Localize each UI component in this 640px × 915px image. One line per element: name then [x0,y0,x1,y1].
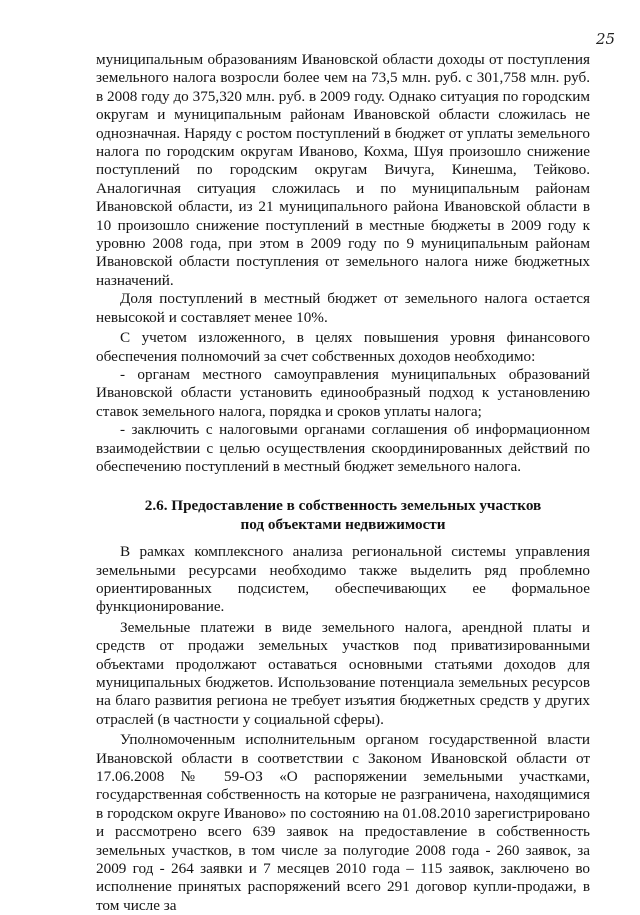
page-number: 25 [596,30,616,48]
paragraph-recommendation-1: - органам местного самоуправления муниципальных образований Ивановской области установить единообразный подход к установлению ставок земельного налога, порядка и сроков уплаты налога; [96,365,590,420]
paragraph-subsystems: В рамках комплексного анализа региональной системы управления земельными ресурсами необходимо также выделить ряд проблемно ориентированных подсистем, обеспечивающих ее формальное функционирование. [96,543,590,616]
paragraph-land-payments: Земельные платежи в виде земельного налога, арендной платы и средств от продажи земельных участков под приватизированными объектами продолжают оставаться основными статьями доходов для муниципальных бюджетов. Использование потенциала земельных ресурсов на благо развития региона не требует изъятия бюджетных средств у других отраслей (в частности у социальной сферы). [96,618,590,728]
paragraph-tax-share: Доля поступлений в местный бюджет от земельного налога остается невысокой и составляет менее 10%. [96,290,590,326]
document-body [96,51,590,915]
paragraph-recommendations-intro: С учетом изложенного, в целях повышения уровня финансового обеспечения полномочий за счет собственных доходов необходимо: [96,329,590,365]
paragraph-recommendation-2: - заключить с налоговыми органами соглашения об информационном взаимодействии с целью осуществления скоординированных действий по обеспечению поступлений в местный бюджет земельного налога. [96,421,590,475]
paragraph-applications-stats: Уполномоченным исполнительным органом государственной власти Ивановской области в соответствии с Законом Ивановской области от 17.06.2008 № 59-ОЗ «О распоряжении земельными участками, государственная собственность на которые не разграничена, находящимися в городском округе Иваново» по состоянию на 01.08.2010 зарегистрировано и рассмотрено всего 639 заявок на предоставление в собственность земельных участков, в том числе за полугодие 2008 года - 260 заявок, за 2009 год - 264 заявки и 7 месяцев 2010 года – 115 заявок, заключено во исполнение принятых распоряжений всего 291 договор купли-продажи, в том числе за [96,731,590,914]
section-heading-line-1: 2.6. Предоставление в собственность земельных участков [144,497,542,515]
section-heading-line-2: под объектами недвижимости [240,515,446,533]
section-heading [96,497,590,534]
paragraph-land-tax-revenue: муниципальным образованиям Ивановской области доходы от поступления земельного налога возросли более чем на 73,5 млн. руб. с 301,758 млн. руб. в 2008 году до 375,320 млн. руб. в 2009 году. Однако ситуация по городским округам и муниципальным районам Ивановской области сложилась не однозначная. Наряду с ростом поступлений в бюджет от уплаты земельного налога по городским округам Иваново, Кохма, Шуя произошло снижение поступлений по городским округам Вичуга, Кинешма, Тейково. Аналогичная ситуация сложилась и по муниципальным районам Ивановской области, из 21 муниципального района Ивановской области в 10 произошло снижение поступлений в местные бюджеты в 2009 году к уровню 2008 года, при этом в 2009 году по 9 муниципальным районам Ивановской области поступления от земельного налога ниже бюджетных назначений. [96,51,590,289]
